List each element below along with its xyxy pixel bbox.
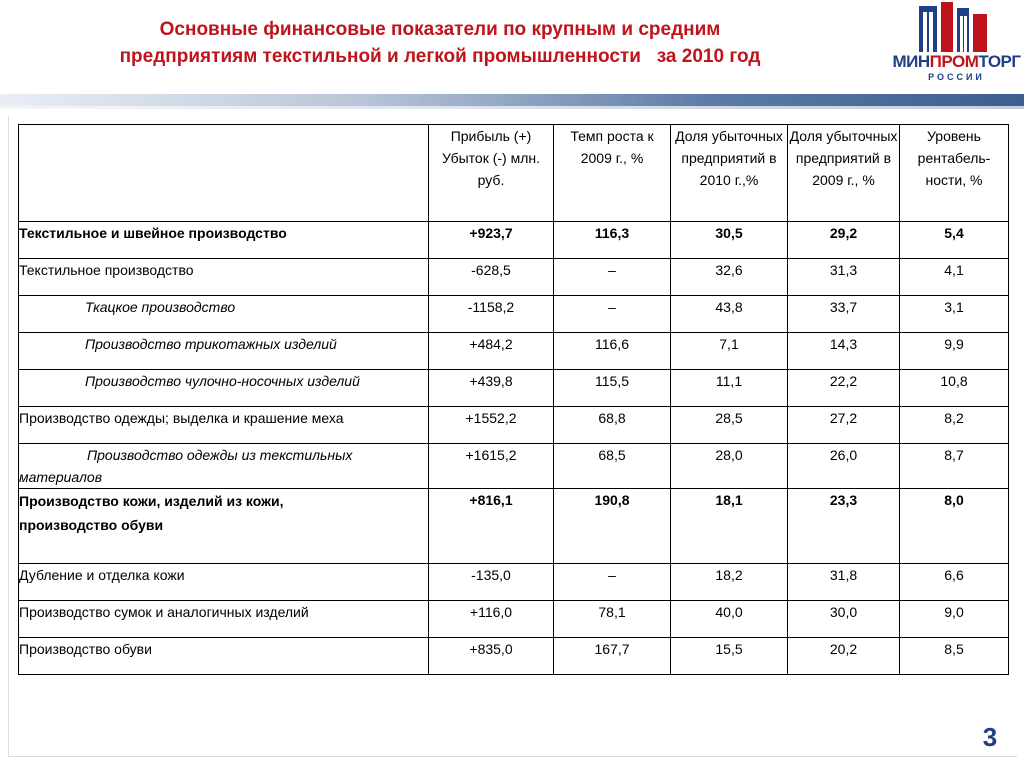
cell-loss-share-2009: 29,2 bbox=[788, 222, 900, 259]
cell-profitability: 9,9 bbox=[900, 333, 1009, 370]
financial-indicators-table bbox=[18, 124, 1009, 675]
cell-growth: 68,5 bbox=[554, 444, 671, 489]
table-row bbox=[19, 601, 1009, 638]
cell-growth: – bbox=[554, 564, 671, 601]
cell-growth: 116,3 bbox=[554, 222, 671, 259]
row-label: Текстильное производство bbox=[19, 259, 429, 296]
cell-profitability: 8,7 bbox=[900, 444, 1009, 489]
cell-profit: +835,0 bbox=[429, 638, 554, 675]
table-row bbox=[19, 407, 1009, 444]
cell-loss-share-2010: 7,1 bbox=[671, 333, 788, 370]
cell-loss-share-2010: 11,1 bbox=[671, 370, 788, 407]
cell-growth: 78,1 bbox=[554, 601, 671, 638]
row-label: Производство чулочно-носочных изделий bbox=[19, 370, 429, 407]
cell-profitability: 3,1 bbox=[900, 296, 1009, 333]
logo-wordmark: МИНПРОМТОРГ bbox=[892, 52, 1021, 71]
logo-subtitle: РОССИИ bbox=[928, 72, 985, 82]
cell-loss-share-2009: 33,7 bbox=[788, 296, 900, 333]
cell-profitability: 4,1 bbox=[900, 259, 1009, 296]
cell-profit: +484,2 bbox=[429, 333, 554, 370]
table-row bbox=[19, 259, 1009, 296]
cell-profitability: 9,0 bbox=[900, 601, 1009, 638]
cell-loss-share-2009: 31,8 bbox=[788, 564, 900, 601]
cell-profit: +439,8 bbox=[429, 370, 554, 407]
cell-loss-share-2009: 26,0 bbox=[788, 444, 900, 489]
cell-loss-share-2010: 30,5 bbox=[671, 222, 788, 259]
cell-profitability: 10,8 bbox=[900, 370, 1009, 407]
cell-growth: 167,7 bbox=[554, 638, 671, 675]
cell-loss-share-2010: 18,1 bbox=[671, 489, 788, 564]
table-row bbox=[19, 296, 1009, 333]
logo-emblem-icon bbox=[919, 2, 995, 52]
cell-loss-share-2010: 15,5 bbox=[671, 638, 788, 675]
cell-loss-share-2009: 31,3 bbox=[788, 259, 900, 296]
cell-growth: – bbox=[554, 296, 671, 333]
row-label: Дубление и отделка кожи bbox=[19, 564, 429, 601]
table-header-row bbox=[19, 125, 1009, 222]
header-divider bbox=[0, 106, 1024, 109]
cell-profitability: 6,6 bbox=[900, 564, 1009, 601]
cell-loss-share-2010: 32,6 bbox=[671, 259, 788, 296]
cell-profit: +816,1 bbox=[429, 489, 554, 564]
cell-growth: 68,8 bbox=[554, 407, 671, 444]
cell-loss-share-2010: 28,5 bbox=[671, 407, 788, 444]
table-row bbox=[19, 564, 1009, 601]
cell-profitability: 8,5 bbox=[900, 638, 1009, 675]
cell-profitability: 8,0 bbox=[900, 489, 1009, 564]
row-label: Ткацкое производство bbox=[19, 296, 429, 333]
minpromtorg-logo bbox=[889, 0, 1024, 94]
header-cell-profit: Прибыль (+) Убыток (-) млн. руб. bbox=[429, 125, 554, 222]
cell-profit: -628,5 bbox=[429, 259, 554, 296]
cell-profit: +923,7 bbox=[429, 222, 554, 259]
header-gradient-bar bbox=[0, 94, 1024, 106]
cell-profit: +1552,2 bbox=[429, 407, 554, 444]
slide-header bbox=[0, 0, 1024, 94]
cell-growth: 116,6 bbox=[554, 333, 671, 370]
cell-loss-share-2010: 28,0 bbox=[671, 444, 788, 489]
cell-growth: – bbox=[554, 259, 671, 296]
cell-growth: 190,8 bbox=[554, 489, 671, 564]
row-label: Производство кожи, изделий из кожи, производство обуви bbox=[19, 489, 429, 564]
cell-loss-share-2009: 23,3 bbox=[788, 489, 900, 564]
header-cell-growth: Темп роста к 2009 г., % bbox=[554, 125, 671, 222]
cell-profitability: 5,4 bbox=[900, 222, 1009, 259]
cell-profitability: 8,2 bbox=[900, 407, 1009, 444]
slide-title bbox=[0, 16, 880, 70]
table-row bbox=[19, 444, 1009, 489]
cell-loss-share-2009: 20,2 bbox=[788, 638, 900, 675]
table-row bbox=[19, 222, 1009, 259]
row-label: Производство трикотажных изделий bbox=[19, 333, 429, 370]
cell-growth: 115,5 bbox=[554, 370, 671, 407]
cell-loss-share-2009: 14,3 bbox=[788, 333, 900, 370]
cell-profit: -1158,2 bbox=[429, 296, 554, 333]
cell-loss-share-2010: 40,0 bbox=[671, 601, 788, 638]
row-label: Текстильное и швейное производство bbox=[19, 222, 429, 259]
row-label: Производство одежды; выделка и крашение меха bbox=[19, 407, 429, 444]
cell-loss-share-2010: 18,2 bbox=[671, 564, 788, 601]
row-label: Производство обуви bbox=[19, 638, 429, 675]
row-label: Производство одежды из текстильных материалов bbox=[19, 444, 429, 489]
header-cell-profitability: Уровень рентабель-ности, % bbox=[900, 125, 1009, 222]
slide-title-line-1: Основные финансовые показатели по крупным и средним bbox=[159, 19, 721, 40]
table-row bbox=[19, 370, 1009, 407]
cell-profit: -135,0 bbox=[429, 564, 554, 601]
table-row bbox=[19, 333, 1009, 370]
cell-profit: +116,0 bbox=[429, 601, 554, 638]
cell-profit: +1615,2 bbox=[429, 444, 554, 489]
cell-loss-share-2009: 30,0 bbox=[788, 601, 900, 638]
header-cell-loss-share-2009: Доля убыточных предприятий в 2009 г., % bbox=[788, 125, 900, 222]
cell-loss-share-2010: 43,8 bbox=[671, 296, 788, 333]
table-row bbox=[19, 489, 1009, 564]
table-row bbox=[19, 638, 1009, 675]
slide-title-line-2: предприятиям текстильной и легкой промышленности за 2010 год bbox=[119, 46, 761, 67]
cell-loss-share-2009: 22,2 bbox=[788, 370, 900, 407]
page-number: 3 bbox=[982, 722, 998, 752]
row-label: Производство сумок и аналогичных изделий bbox=[19, 601, 429, 638]
cell-loss-share-2009: 27,2 bbox=[788, 407, 900, 444]
header-cell-loss-share-2010: Доля убыточных предприятий в 2010 г.,% bbox=[671, 125, 788, 222]
header-cell-empty bbox=[19, 125, 429, 222]
